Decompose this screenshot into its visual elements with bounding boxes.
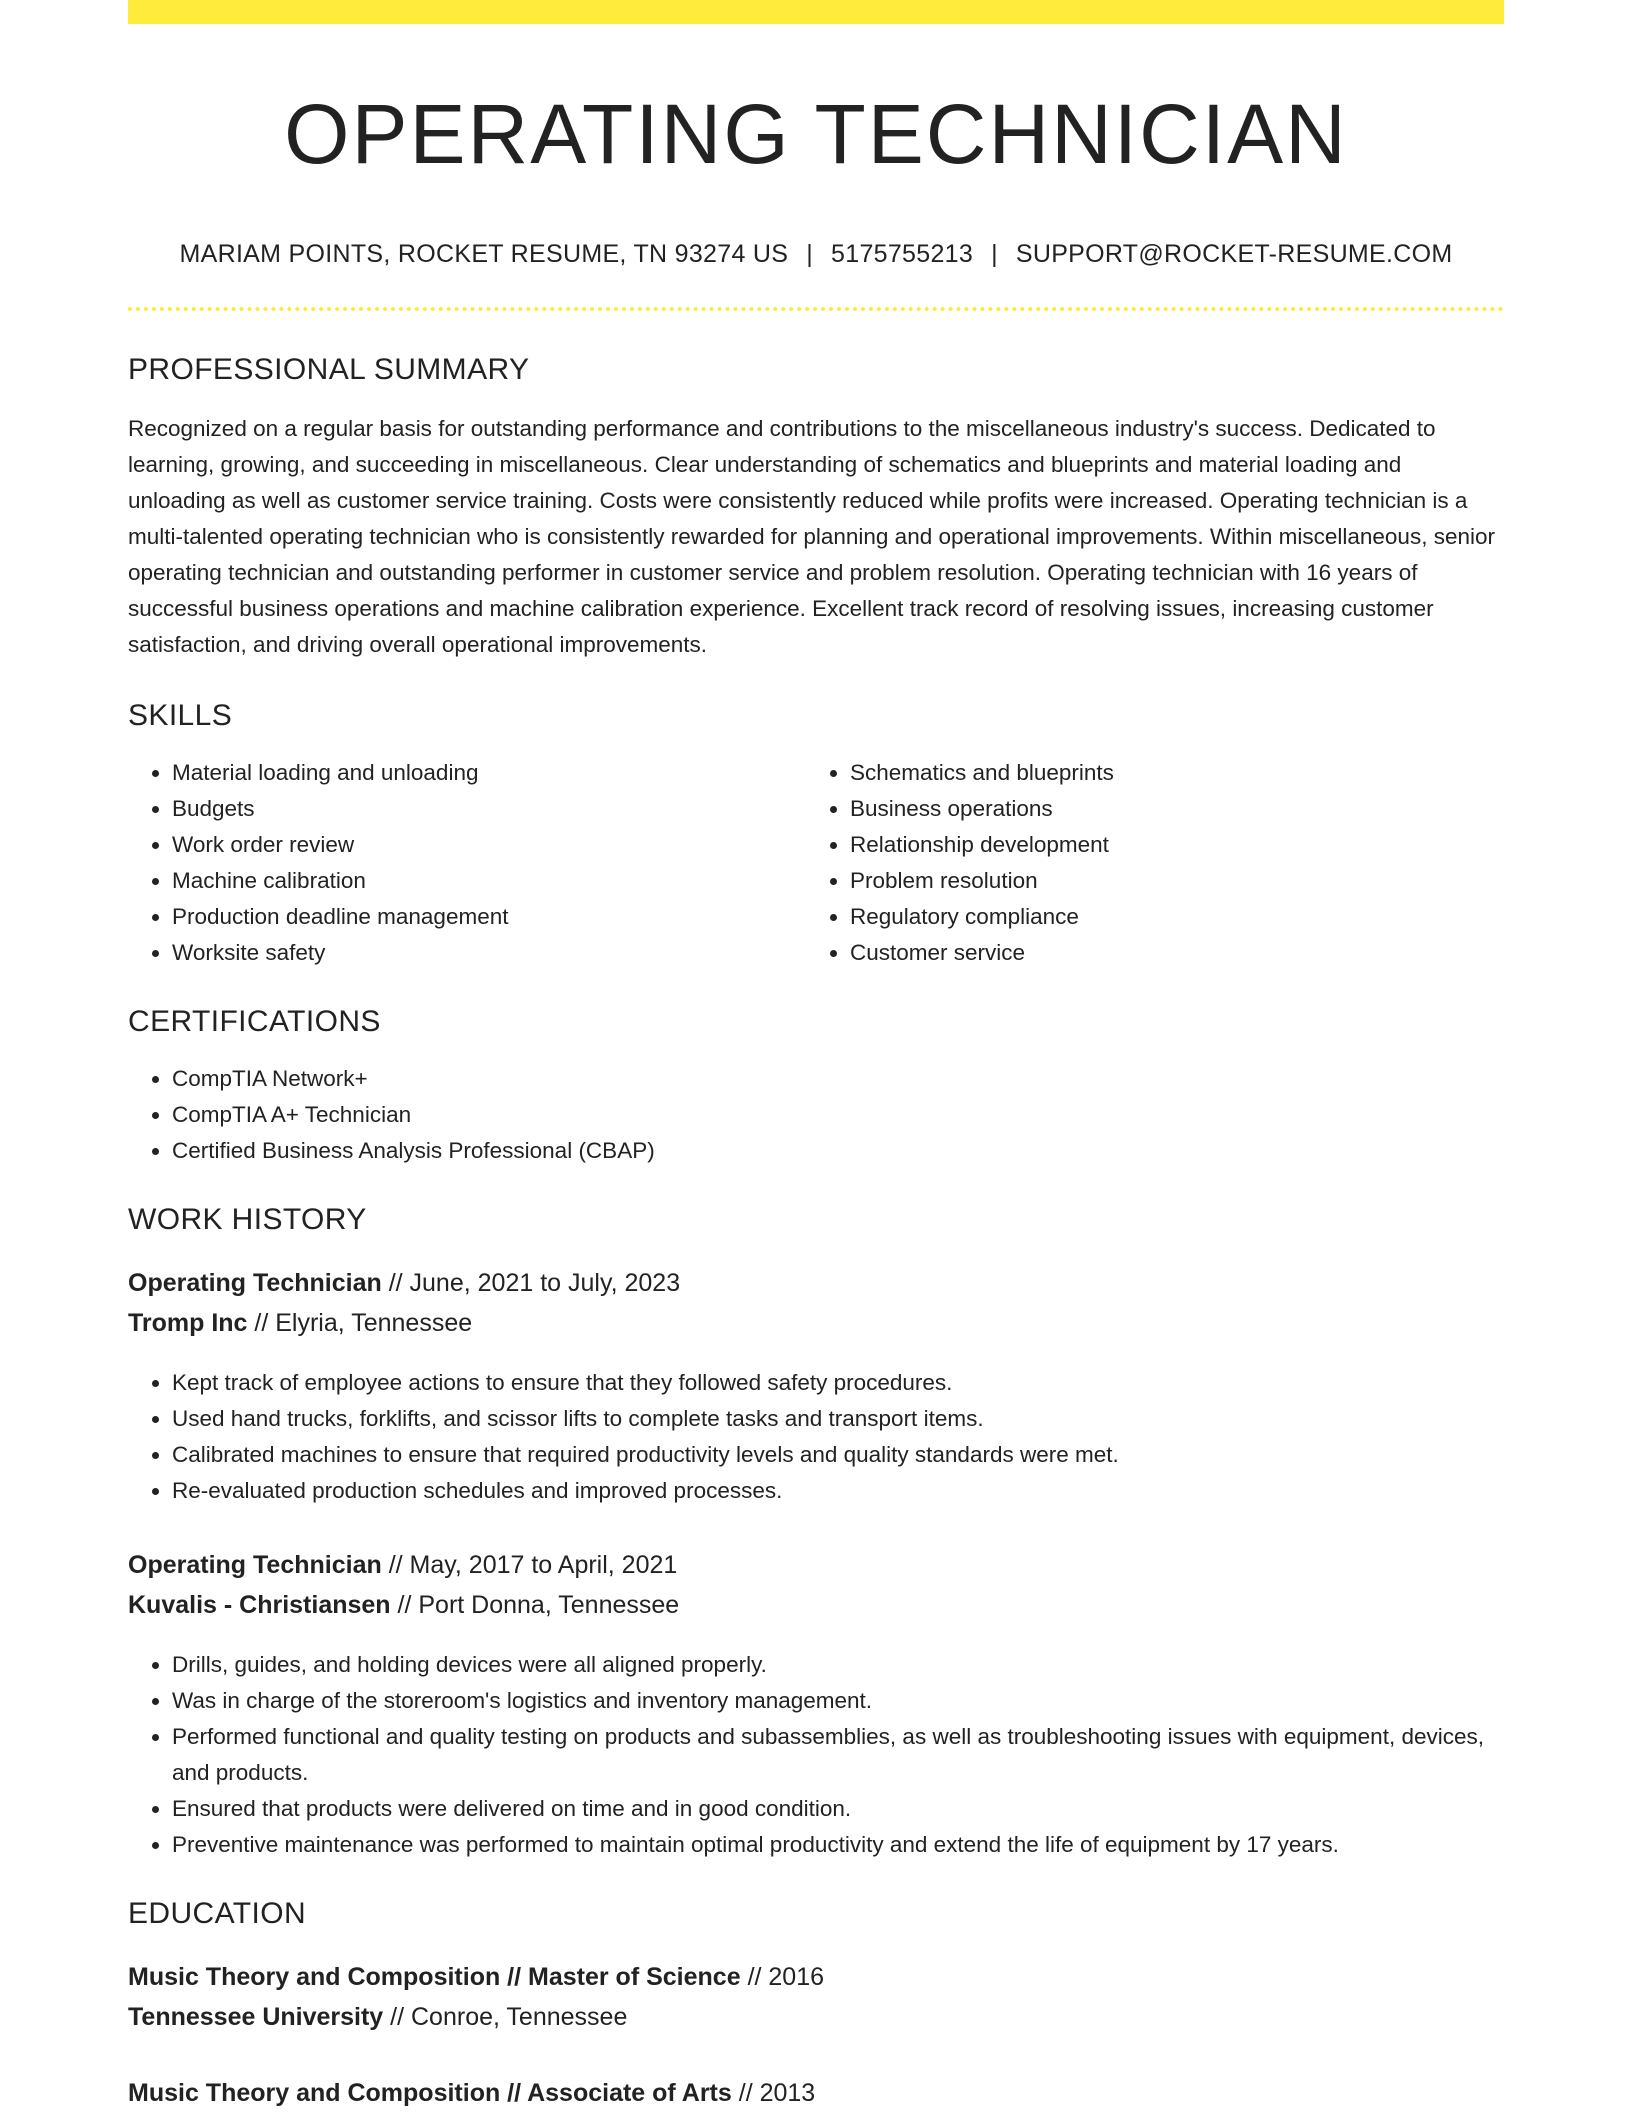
education-location: // Conroe, Tennessee: [383, 2003, 628, 2031]
job-dates: // May, 2017 to April, 2021: [381, 1551, 678, 1579]
job-bullet: • Kept track of employee actions to ensure that they followed safety procedures.: [172, 1365, 1504, 1401]
job-bullet: • Used hand trucks, forklifts, and scissor lifts to complete tasks and transport items.: [172, 1401, 1504, 1437]
skill-item: • Customer service: [850, 935, 1484, 971]
job-bullet: • Calibrated machines to ensure that required productivity levels and quality standards were met.: [172, 1437, 1504, 1473]
certifications-heading: CERTIFICATIONS: [128, 1005, 381, 1038]
education-heading: EDUCATION: [128, 1897, 307, 1930]
skills-columns: [128, 755, 1504, 971]
education-degree: Music Theory and Composition // Master of Science: [128, 1963, 741, 1991]
job-company: Kuvalis - Christiansen: [128, 1591, 391, 1619]
skill-item: • Business operations: [850, 791, 1484, 827]
summary-heading: PROFESSIONAL SUMMARY: [128, 353, 530, 386]
education-degree-line: [128, 1957, 1504, 1997]
certification-item: • CompTIA Network+: [172, 1061, 1504, 1097]
job-bullet: • Performed functional and quality testing on products and subassemblies, as well as troubleshooting issues with equipment, devices, and products.: [172, 1719, 1504, 1791]
job-location: // Port Donna, Tennessee: [390, 1591, 680, 1619]
job-bullets: [128, 1365, 1504, 1509]
skills-heading: SKILLS: [128, 699, 233, 732]
summary-text: Recognized on a regular basis for outstanding performance and contributions to the miscellaneous industry's success. Dedicated to learning, growing, and succeeding in miscellaneous. Clear understanding of schematics and blueprints and material loading and unloading as well as customer service training. Costs were consistently reduced while profits were increased. Operating technician is a multi-talented operating technician who is consistently rewarded for planning and operational improvements. Within miscellaneous, senior operating technician and outstanding performer in customer service and problem resolution. Operating technician with 16 years of successful business operations and machine calibration experience. Excellent track record of resolving issues, increasing customer satisfaction, and driving overall operational improvements.: [128, 416, 1495, 657]
job-bullet: • Re-evaluated production schedules and improved processes.: [172, 1473, 1504, 1509]
education-year: // 2016: [740, 1963, 825, 1991]
job-bullet: • Was in charge of the storeroom's logistics and inventory management.: [172, 1683, 1504, 1719]
skill-item: • Worksite safety: [172, 935, 806, 971]
accent-top-bar: [128, 0, 1504, 24]
job-dates: // June, 2021 to July, 2023: [381, 1269, 681, 1297]
education-school-line: [128, 1997, 1504, 2037]
job-bullet: • Drills, guides, and holding devices were all aligned properly.: [172, 1647, 1504, 1683]
job-role: Operating Technician: [128, 1551, 382, 1579]
contact-separator: |: [806, 240, 814, 268]
contact-line: [128, 240, 1504, 269]
education-degree-line: [128, 2073, 1504, 2113]
skill-item: • Relationship development: [850, 827, 1484, 863]
job-bullet: • Ensured that products were delivered on time and in good condition.: [172, 1791, 1504, 1827]
skill-item: • Regulatory compliance: [850, 899, 1484, 935]
work-history-heading: WORK HISTORY: [128, 1203, 367, 1236]
certification-item: • Certified Business Analysis Professional (CBAP): [172, 1133, 1504, 1169]
job-role: Operating Technician: [128, 1269, 382, 1297]
skills-left-list: [128, 755, 806, 971]
skill-item: • Machine calibration: [172, 863, 806, 899]
dotted-divider: [128, 307, 1504, 311]
skills-right-list: [806, 755, 1484, 971]
job-bullet: • Preventive maintenance was performed to maintain optimal productivity and extend the life of equipment by 17 years.: [172, 1827, 1504, 1863]
contact-phone: 5175755213: [831, 240, 974, 268]
skill-item: • Production deadline management: [172, 899, 806, 935]
education-school: Tennessee University: [128, 2003, 384, 2031]
job-company-line: [128, 1303, 1504, 1343]
resume-page: [128, 0, 1504, 2113]
skill-item: • Work order review: [172, 827, 806, 863]
job-title-line: [128, 1545, 1504, 1585]
certifications-list: [128, 1061, 1504, 1169]
skill-item: • Problem resolution: [850, 863, 1484, 899]
job-company-line: [128, 1585, 1504, 1625]
contact-separator: |: [991, 240, 998, 268]
job-bullets: [128, 1647, 1504, 1863]
job-company: Tromp Inc: [128, 1309, 248, 1337]
skill-item: • Budgets: [172, 791, 806, 827]
job-title-line: [128, 1263, 1504, 1303]
contact-address: MARIAM POINTS, ROCKET RESUME, TN 93274 US: [179, 240, 789, 268]
certification-item: • CompTIA A+ Technician: [172, 1097, 1504, 1133]
education-degree: Music Theory and Composition // Associate of Arts: [128, 2079, 732, 2107]
skill-item: • Schematics and blueprints: [850, 755, 1484, 791]
contact-email: SUPPORT@ROCKET-RESUME.COM: [1015, 240, 1453, 268]
resume-name: OPERATING TECHNICIAN: [284, 87, 1348, 181]
skill-item: • Material loading and unloading: [172, 755, 806, 791]
education-year: // 2013: [731, 2079, 816, 2107]
job-location: // Elyria, Tennessee: [247, 1309, 473, 1337]
